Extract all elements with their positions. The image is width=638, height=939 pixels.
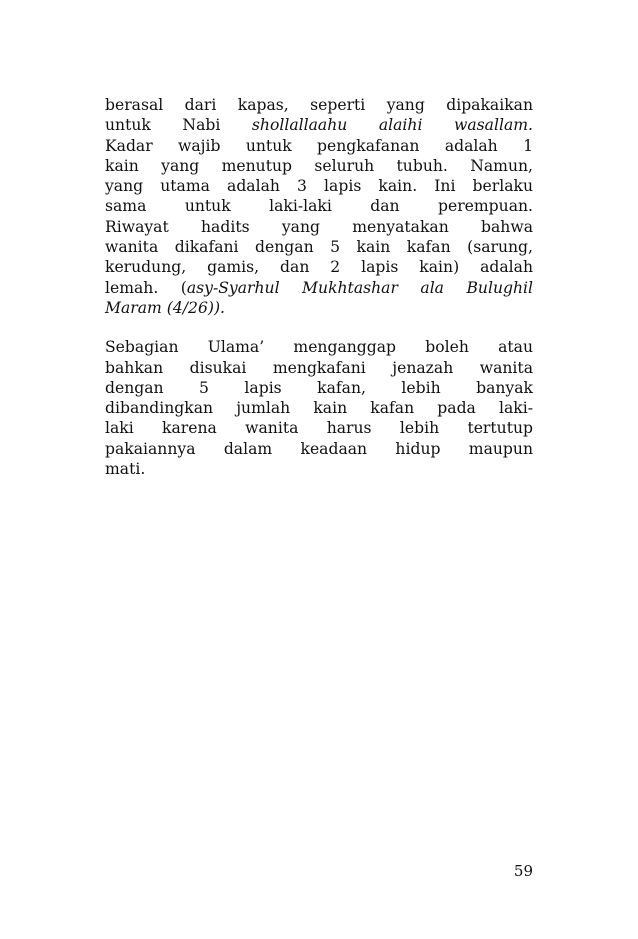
paragraph-2	[105, 337, 533, 479]
body-text	[105, 95, 533, 479]
text-span: untuk Nabi	[105, 116, 221, 135]
text-line: laki karena wanita harus lebih tertutup	[105, 419, 533, 438]
text-line	[105, 278, 533, 298]
text-line: dengan 5 lapis kafan, lebih banyak	[105, 378, 533, 397]
italic-citation: asy-Syarhul Mukhtashar ala Bulughil	[186, 278, 533, 297]
text-line: dibandingkan jumlah kain kafan pada laki-	[105, 399, 533, 418]
paragraph-gap	[105, 318, 533, 337]
text-line: berasal dari kapas, seperti yang dipakaikan	[105, 96, 533, 114]
text-line: kerudung, gamis, dan 2 lapis kain) adalah	[105, 258, 533, 277]
text-line: wanita dikafani dengan 5 kain kafan (sarung,	[105, 238, 533, 257]
italic-citation-end: Maram (4/26)).	[105, 298, 225, 317]
page-number: 59	[513, 862, 533, 880]
text-line: Sebagian Ulama’ menganggap boleh atau	[105, 338, 533, 357]
text-line: kain yang menutup seluruh tubuh. Namun,	[105, 156, 533, 175]
text-line: yang utama adalah 3 lapis kain. Ini berlaku	[105, 177, 533, 196]
text-line	[105, 115, 533, 135]
italic-honorific: shollallaahu alaihi wasallam.	[251, 116, 533, 135]
text-line: pakaiannya dalam keadaan hidup maupun	[105, 439, 533, 458]
text-line: mati.	[105, 460, 146, 479]
text-line: Riwayat hadits yang menyatakan bahwa	[105, 217, 533, 236]
text-line: Kadar wajib untuk pengkafanan adalah 1	[105, 136, 533, 155]
text-line: bahkan disukai mengkafani jenazah wanita	[105, 358, 533, 377]
text-span: lemah. (	[105, 278, 187, 297]
paragraph-1	[105, 95, 533, 318]
text-line: sama untuk laki-laki dan perempuan.	[105, 197, 533, 216]
